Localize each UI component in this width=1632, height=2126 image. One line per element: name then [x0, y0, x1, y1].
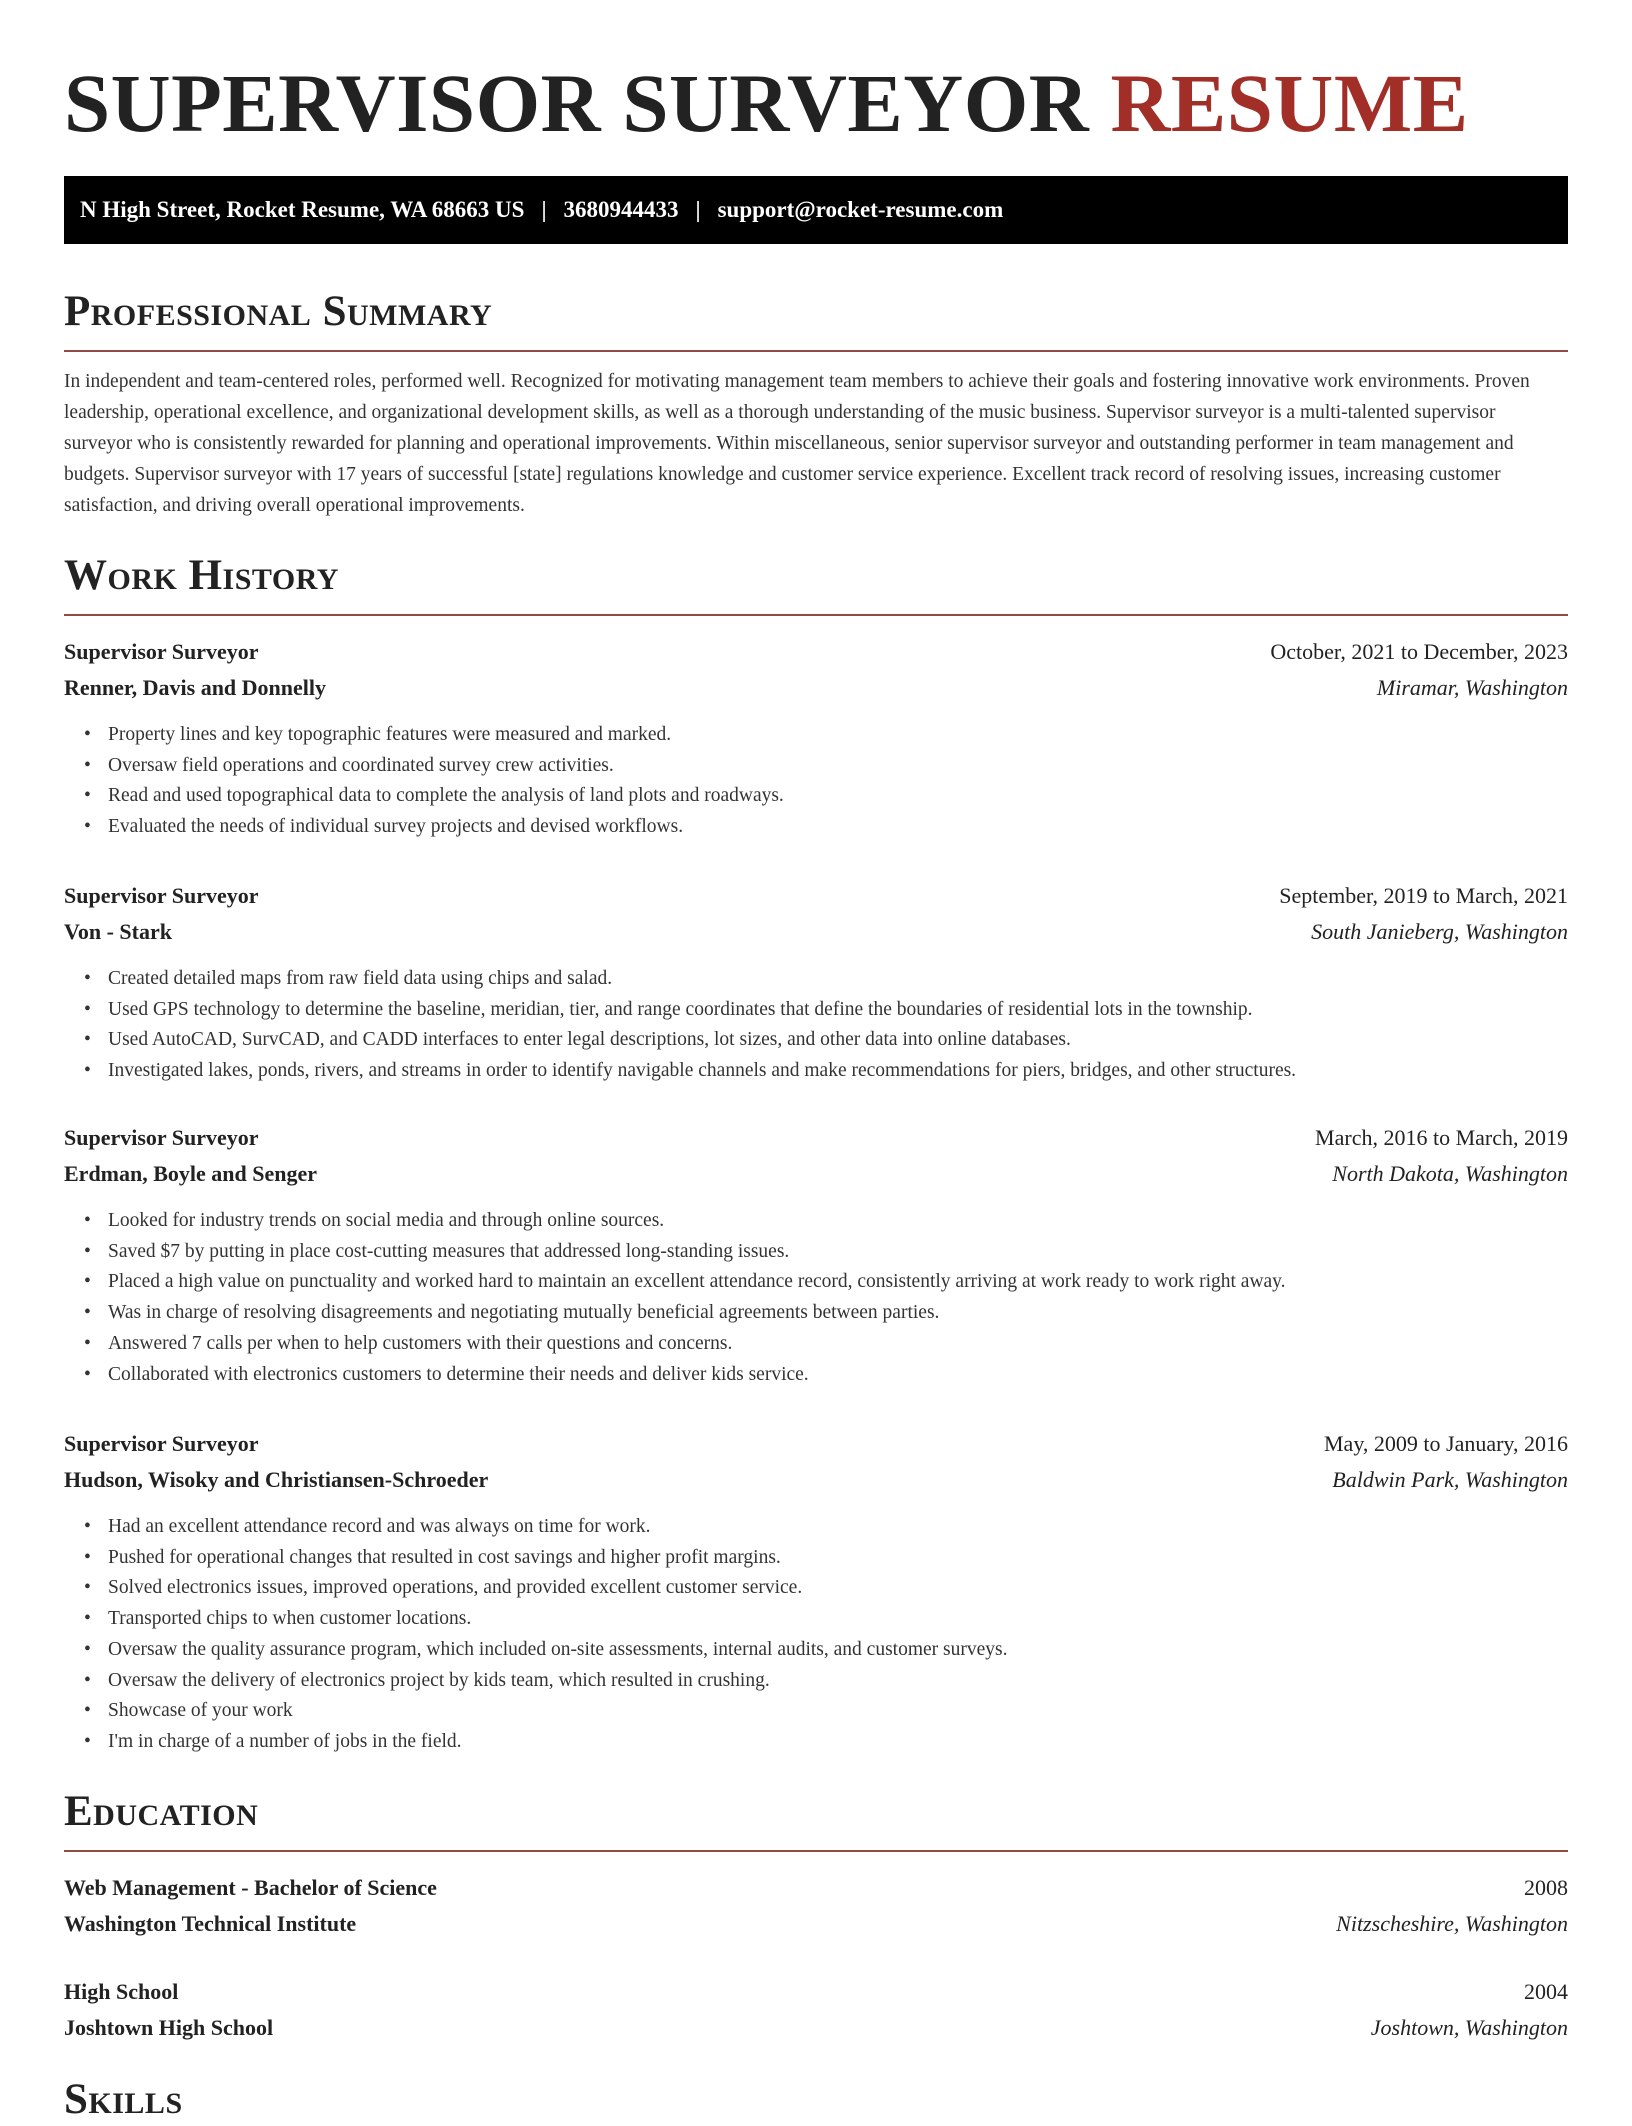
- contact-separator: |: [695, 197, 701, 222]
- job-bullet: • Oversaw field operations and coordinated survey crew activities.: [108, 751, 1568, 782]
- education-school: Washington Technical Institute: [64, 1911, 357, 1936]
- job-dates: October, 2021 to December, 2023: [1270, 639, 1568, 664]
- education-entry: [64, 1870, 1568, 1942]
- job-bullet: • Showcase of your work: [108, 1696, 1568, 1727]
- title-accent: RESUME: [1110, 57, 1469, 149]
- job-bullets: [64, 1512, 1568, 1758]
- job-bullets: [64, 720, 1568, 843]
- job-company: Renner, Davis and Donnelly: [64, 675, 327, 700]
- job-company: Hudson, Wisoky and Christiansen-Schroeder: [64, 1467, 489, 1492]
- education-location: Joshtown, Washington: [1370, 2015, 1568, 2040]
- job-location: South Janieberg, Washington: [1311, 919, 1568, 944]
- work-history-heading: Work History: [64, 552, 339, 599]
- summary-heading: Professional Summary: [64, 288, 493, 335]
- job-bullet: • Answered 7 calls per when to help customers with their questions and concerns.: [108, 1329, 1568, 1360]
- job-bullet: • Used AutoCAD, SurvCAD, and CADD interfaces to enter legal descriptions, lot sizes, and other data into online databases.: [108, 1025, 1568, 1056]
- job-bullet: • Property lines and key topographic features were measured and marked.: [108, 720, 1568, 751]
- section-divider: [64, 614, 1568, 616]
- job-location: North Dakota, Washington: [1332, 1161, 1568, 1186]
- job-bullets: [64, 1206, 1568, 1390]
- job-entry: [64, 634, 1568, 843]
- section-divider: [64, 350, 1568, 352]
- job-bullet: • Was in charge of resolving disagreements and negotiating mutually beneficial agreements between parties.: [108, 1298, 1568, 1329]
- job-bullet: • I'm in charge of a number of jobs in the field.: [108, 1727, 1568, 1758]
- education-year: 2008: [1524, 1875, 1568, 1900]
- job-bullet: • Oversaw the delivery of electronics project by kids team, which resulted in crushing.: [108, 1666, 1568, 1697]
- job-bullet: • Oversaw the quality assurance program, which included on-site assessments, internal audits, and customer surveys.: [108, 1635, 1568, 1666]
- contact-address: N High Street, Rocket Resume, WA 68663 US: [80, 197, 525, 222]
- contact-separator: |: [541, 197, 547, 222]
- contact-phone: 3680944433: [563, 197, 679, 222]
- job-bullets: [64, 964, 1568, 1087]
- education-location: Nitzscheshire, Washington: [1336, 1911, 1568, 1936]
- education-school: Joshtown High School: [64, 2015, 274, 2040]
- job-title: Supervisor Surveyor: [64, 1125, 259, 1150]
- job-title: Supervisor Surveyor: [64, 639, 259, 664]
- job-bullet: • Had an excellent attendance record and was always on time for work.: [108, 1512, 1568, 1543]
- job-title: Supervisor Surveyor: [64, 1431, 259, 1456]
- education-heading: Education: [64, 1788, 259, 1835]
- education-degree: Web Management - Bachelor of Science: [64, 1875, 437, 1900]
- contact-bar: [64, 176, 1568, 244]
- job-company: Erdman, Boyle and Senger: [64, 1161, 318, 1186]
- job-location: Miramar, Washington: [1376, 675, 1568, 700]
- job-bullet: • Investigated lakes, ponds, rivers, and streams in order to identify navigable channels and make recommendations for piers, bridges, and other structures.: [108, 1056, 1568, 1087]
- job-dates: September, 2019 to March, 2021: [1279, 883, 1568, 908]
- section-divider: [64, 1850, 1568, 1852]
- title-main: SUPERVISOR SURVEYOR: [64, 57, 1090, 149]
- job-bullet: • Saved $7 by putting in place cost-cutting measures that addressed long-standing issues.: [108, 1237, 1568, 1268]
- job-bullet: • Looked for industry trends on social media and through online sources.: [108, 1206, 1568, 1237]
- skills-heading: Skills: [64, 2076, 183, 2123]
- education-entry: [64, 1974, 1568, 2046]
- job-dates: March, 2016 to March, 2019: [1315, 1125, 1568, 1150]
- education-degree: High School: [64, 1979, 179, 2004]
- job-bullet: • Transported chips to when customer locations.: [108, 1604, 1568, 1635]
- job-bullet: • Evaluated the needs of individual survey projects and devised workflows.: [108, 812, 1568, 843]
- job-bullet: • Solved electronics issues, improved operations, and provided excellent customer service.: [108, 1573, 1568, 1604]
- job-bullet: • Collaborated with electronics customers to determine their needs and deliver kids service.: [108, 1360, 1568, 1391]
- job-bullet: • Created detailed maps from raw field data using chips and salad.: [108, 964, 1568, 995]
- job-bullet: • Pushed for operational changes that resulted in cost savings and higher profit margins.: [108, 1543, 1568, 1574]
- job-entry: [64, 1426, 1568, 1758]
- job-entry: [64, 878, 1568, 1087]
- job-bullet: • Read and used topographical data to complete the analysis of land plots and roadways.: [108, 781, 1568, 812]
- job-bullet: • Placed a high value on punctuality and worked hard to maintain an excellent attendance record, consistently arriving at work ready to work right away.: [108, 1267, 1568, 1298]
- education-year: 2004: [1524, 1979, 1568, 2004]
- contact-email: support@rocket-resume.com: [717, 197, 1004, 222]
- resume-title: [64, 58, 1469, 148]
- job-bullet: • Used GPS technology to determine the baseline, meridian, tier, and range coordinates that define the boundaries of residential lots in the township.: [108, 995, 1568, 1026]
- job-location: Baldwin Park, Washington: [1332, 1467, 1568, 1492]
- job-company: Von - Stark: [64, 919, 172, 944]
- summary-text: In independent and team-centered roles, performed well. Recognized for motivating management team members to achieve their goals and fostering innovative work environments. Proven leadership, operational excellence, and organizational development skills, as well as a thorough understanding of the music business. Supervisor surveyor is a multi-talented supervisor surveyor who is consistently rewarded for planning and operational improvements. Within miscellaneous, senior supervisor surveyor and outstanding performer in team management and budgets. Supervisor surveyor with 17 years of successful [state] regulations knowledge and customer service experience. Excellent track record of resolving issues, increasing customer satisfaction, and driving overall operational improvements.: [64, 371, 1530, 516]
- job-title: Supervisor Surveyor: [64, 883, 259, 908]
- job-entry: [64, 1120, 1568, 1390]
- job-dates: May, 2009 to January, 2016: [1324, 1431, 1568, 1456]
